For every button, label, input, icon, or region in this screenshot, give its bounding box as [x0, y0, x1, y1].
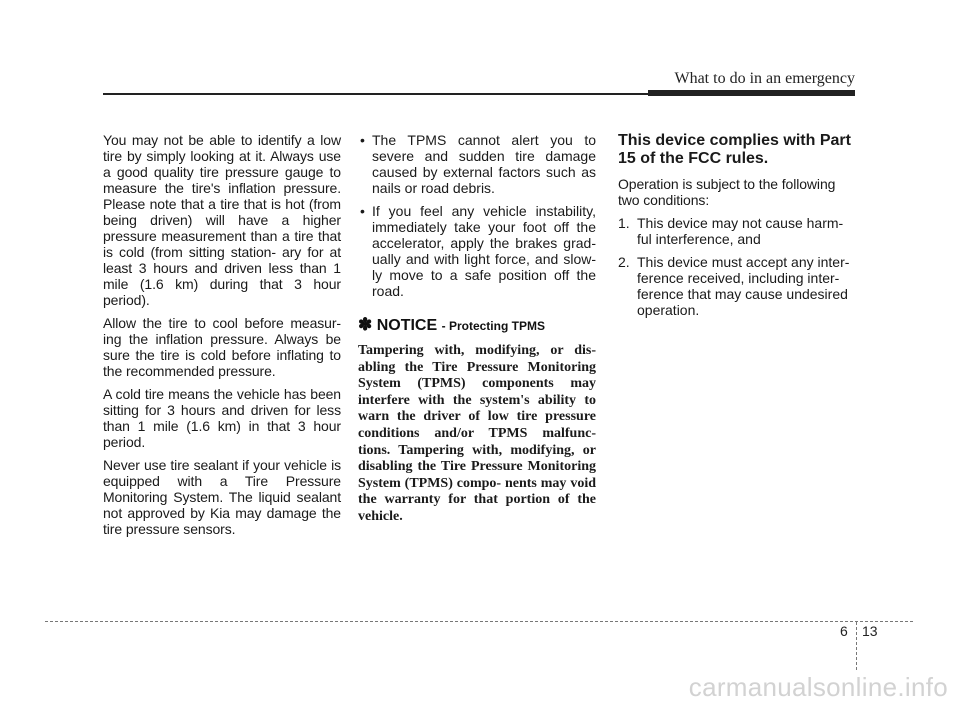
- bullet-icon: •: [360, 203, 365, 219]
- fcc-intro: Operation is subject to the following two conditions:: [618, 176, 836, 208]
- bullet-text: The TPMS cannot alert you to severe and sudden tire damage caused by external factors such as nails or road debris.: [372, 132, 596, 196]
- bullet-icon: •: [360, 132, 365, 148]
- item-number: 2.: [618, 254, 630, 270]
- list-item: [358, 203, 596, 299]
- list-item: [358, 132, 596, 196]
- item-text: This device may not cause harm- ful interference, and: [637, 215, 844, 247]
- header-rule-tab: [648, 90, 855, 96]
- fcc-conditions-list: [618, 215, 856, 318]
- item-text: This device must accept any inter- ference received, including inter- ference that may cause undesired operation.: [637, 254, 850, 318]
- list-item: [618, 254, 856, 318]
- column-middle: [358, 132, 596, 526]
- paragraph-sealant: Never use tire sealant if your vehicle is equipped with a Tire Pressure Monitoring System. The liquid sealant not approved by Kia may damage the tire pressure sensors.: [103, 457, 341, 537]
- paragraph-cool-tire: Allow the tire to cool before measur- ing the inflation pressure. Always be sure the tire is cold before inflating to the recommended pressure.: [103, 315, 341, 379]
- section-title: What to do in an emergency: [674, 70, 855, 87]
- notice-heading: [358, 315, 596, 335]
- item-number: 1.: [618, 215, 630, 231]
- page-number: 13: [862, 623, 878, 639]
- bullet-list: [358, 132, 596, 299]
- bullet-text: If you feel any vehicle instability, immediately take your foot off the accelerator, apply the brakes grad- ually and with light force, and slow- ly move to a safe position off the road.: [372, 203, 596, 299]
- chapter-number: 6: [840, 623, 848, 639]
- fcc-heading: This device complies with Part 15 of the FCC rules.: [618, 132, 851, 167]
- notice-icon: ✽: [358, 315, 373, 334]
- watermark: carmanualsonline.info: [688, 672, 948, 702]
- paragraph-cold-tire: A cold tire means the vehicle has been sitting for 3 hours and driven for less than 1 mile (1.6 km) in that 3 hour period.: [103, 386, 341, 450]
- footer-divider: [856, 622, 857, 670]
- column-left: [103, 132, 341, 544]
- notice-text: Tampering with, modifying, or dis- abling the Tire Pressure Monitoring System (TPMS) components may interfere with the system's ability to warn the driver of low tire pressure conditions and/or TPMS malfunc- tions. Tampering with, modifying, or disabling the Tire Pressure Monitoring System (TPMS) compo- nents may void the warranty for that portion of the vehicle.: [358, 343, 596, 524]
- notice-label: NOTICE: [376, 317, 438, 334]
- notice-subtitle: - Protecting TPMS: [441, 319, 545, 333]
- paragraph-low-tire: You may not be able to identify a low tire by simply looking at it. Always use a good quality tire pressure gauge to measure the tire's inflation pressure. Please note that a tire that is hot (from being driven) will have a higher pressure measurement than a tire that is cold (from sitting station- ary for at least 3 hours and driven less than 1 mile (1.6 km) during that 3 hour period).: [103, 132, 341, 308]
- footer-rule: [45, 621, 913, 622]
- list-item: [618, 215, 856, 247]
- column-right: [618, 132, 856, 325]
